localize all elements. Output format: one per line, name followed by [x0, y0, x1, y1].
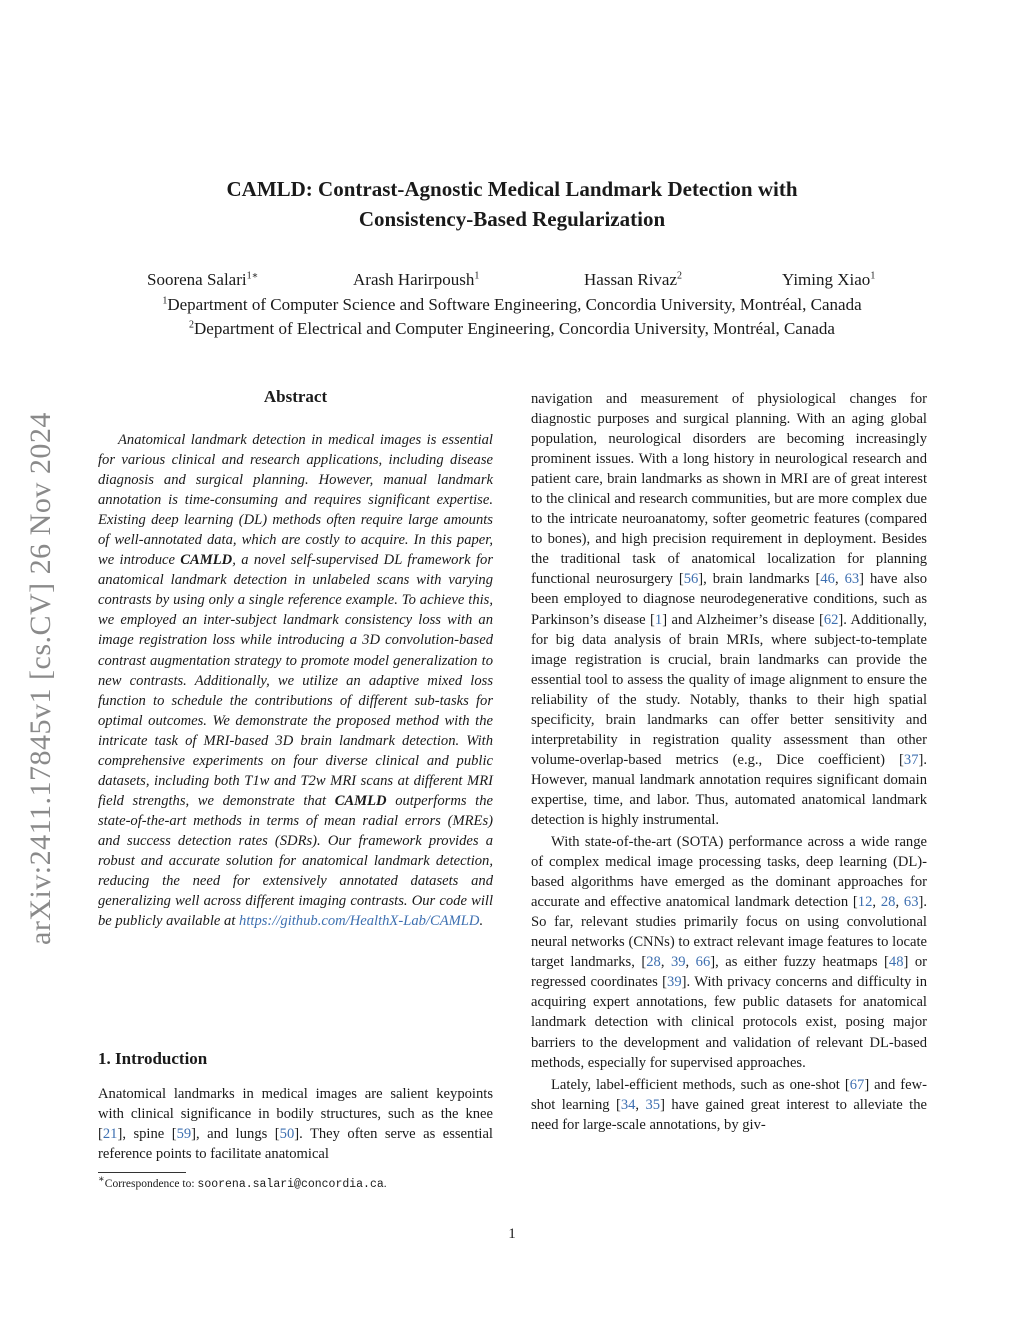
citation-link[interactable]: 67	[849, 1076, 865, 1093]
paragraph: navigation and measurement of physiological changes for diagnostic purposes and surgical planning. With an aging global population, neurological disorders are becoming increasingly prominent issues. With a long history in neurological research and patient care, brain landmarks as shown in MRI are of great interest to the clinical and research communities, but are more complex due to the intricate neuroanatomy, softer geometric features (compared to bones), and high precision requirement in deployment. Besides the traditional task of anatomical localization for planning functional neurosurgery [56], brain landmarks [46, 63] have also been employed to diagnose neurodegenerative conditions, such as Parkinson’s disease [1] and Alzheimer’s disease [62]. Additionally, for big data analysis of brain MRIs, where subject-to-template image registration is crucial, brain landmarks can provide the essential tool to assess the quality of image alignment to ensure the reliability of the study. Notably, thanks to their high spatial specificity, brain landmarks can offer better sensitivity and interpretability in registration quality assessment than other volume-overlap-based metrics (e.g., Dice coefficient) [37]. However, manual landmark annotation requires significant domain expertise, time, and labor. Thus, automated anatomical landmark detection is highly instrumental.	[531, 391, 928, 828]
camld-name: CAMLD	[180, 552, 233, 569]
footnote-rule	[98, 1172, 186, 1173]
abstract-heading: Abstract	[263, 387, 328, 406]
citation-link[interactable]: 35	[645, 1096, 661, 1113]
author-4: Yiming Xiao$^1$	[782, 270, 876, 289]
citation-link[interactable]: 39	[667, 974, 682, 991]
citation-link[interactable]: 48	[888, 954, 904, 971]
paper-title	[0, 174, 1024, 234]
citation-link[interactable]: 1	[654, 611, 663, 628]
camld-name: CAMLD	[334, 792, 387, 809]
abstract-body: Anatomical landmark detection in medical images is essential for various clinical and research applications, including disease diagnosis and surgical planning. However, manual landmark annotation is time-consuming and requires significant expertise. Existing deep learning (DL) methods often require large amounts of well-annotated data, which are costly to acquire. In this paper, we introduce CAMLD, a novel self-supervised DL framework for anatomical landmark detection in unlabeled scans with varying contrasts by using only a single reference example. To achieve this, we employed an inter-subject landmark consistency loss with an image registration loss while introducing a 3D convolution-based contrast augmentation strategy to promote model generalization to new contrasts. Additionally, we utilize an adaptive mixed loss function to schedule the contributions of different sub-tasks for optimal outcomes. We demonstrate the proposed method with the intricate task of MRI-based 3D brain landmark detection. With comprehensive experiments on four diverse clinical and public datasets, including both T1w and T2w MRI scans at different MRI field strengths, we demonstrate that CAMLD outperforms the state-of-the-art methods in terms of mean radial errors (MREs) and success detection rates (SDRs). Our framework provides a robust and accurate solution for anatomical landmark detection, reducing the need for extensively annotated datasets and generalizing well across different imaging contrasts. Our code will be publicly available at https://github.com/HealthX-Lab/CAMLD.	[98, 432, 494, 930]
paragraph: Lately, label-efficient methods, such as one-shot [67] and few-shot learning [34, 35] have gained great interest to alleviate the need for large-scale annotations, by giv-	[531, 1076, 927, 1133]
title-line-2: Consistency-Based Regularization	[358, 207, 666, 231]
citation-link[interactable]: 50	[279, 1126, 295, 1143]
right-column-text	[531, 389, 927, 1135]
citation-link[interactable]: 34	[620, 1096, 636, 1113]
citation-link[interactable]: 63	[844, 571, 860, 588]
page-number: 1	[508, 1226, 516, 1242]
author-2: Arash Harirpoush$^1$	[353, 270, 480, 289]
email-address: soorena.salari@concordia.ca	[197, 1178, 384, 1191]
affiliation-1: $^1$Department of Computer Science and Software Engineering, Concordia University, Montréal, Canada	[162, 295, 862, 314]
intro-heading: 1. Introduction	[98, 1049, 208, 1068]
citation-link[interactable]: 46	[820, 571, 835, 588]
title-line-1: CAMLD: Contrast-Agnostic Medical Landmark Detection with	[226, 177, 798, 201]
paragraph: With state-of-the-art (SOTA) performance across a wide range of complex medical image processing tasks, deep learning (DL)-based algorithms have emerged as the dominant approaches for accurate and effective anatomical landmark detection [12, 28, 63]. So far, relevant studies primarily focus on using convolutional neural networks (CNNs) to extract relevant image features to locate target landmarks, [28, 39, 66], as either fuzzy heatmaps [48] or regressed coordinates [39]. With privacy concerns and difficulty in acquiring expert annotations, few public datasets for anatomical landmark detection with clinical protocols exist, posing major barriers to the development and validation of relevant DL-based methods, especially for supervised approaches.	[531, 834, 928, 1071]
footnote: ∗Correspondence to: soorena.salari@concordia.ca.	[98, 1174, 387, 1191]
citation-link[interactable]: 28	[646, 954, 661, 971]
citation-link[interactable]: 12	[857, 894, 873, 911]
citation-link[interactable]: 39	[670, 954, 686, 971]
citation-link[interactable]: 66	[695, 954, 711, 971]
author-3: Hassan Rivaz$^2$	[584, 270, 683, 289]
citation-link[interactable]: 59	[176, 1126, 192, 1143]
citation-link[interactable]: 21	[102, 1126, 118, 1143]
arxiv-stamp: arXiv:2411.17845v1 [cs.CV] 26 Nov 2024	[24, 412, 57, 945]
citation-link[interactable]: 63	[903, 894, 919, 911]
intro-paragraph: Anatomical landmarks in medical images are salient keypoints with clinical significance in bodily structures, such as the knee [21], spine [59], and lungs [50]. They often serve as essential reference points to facilitate anatomical	[98, 1086, 493, 1163]
author-1: Soorena Salari$^{1∗}$	[147, 270, 259, 289]
code-link[interactable]: https://github.com/HealthX-Lab/CAMLD	[239, 913, 480, 930]
citation-link[interactable]: 28	[880, 894, 896, 911]
affiliation-2: $^2$Department of Electrical and Computer Engineering, Concordia University, Montréal, Canada	[189, 319, 835, 338]
citation-link[interactable]: 56	[683, 571, 699, 588]
citation-link[interactable]: 37	[903, 751, 919, 768]
citation-link[interactable]: 62	[823, 611, 839, 628]
